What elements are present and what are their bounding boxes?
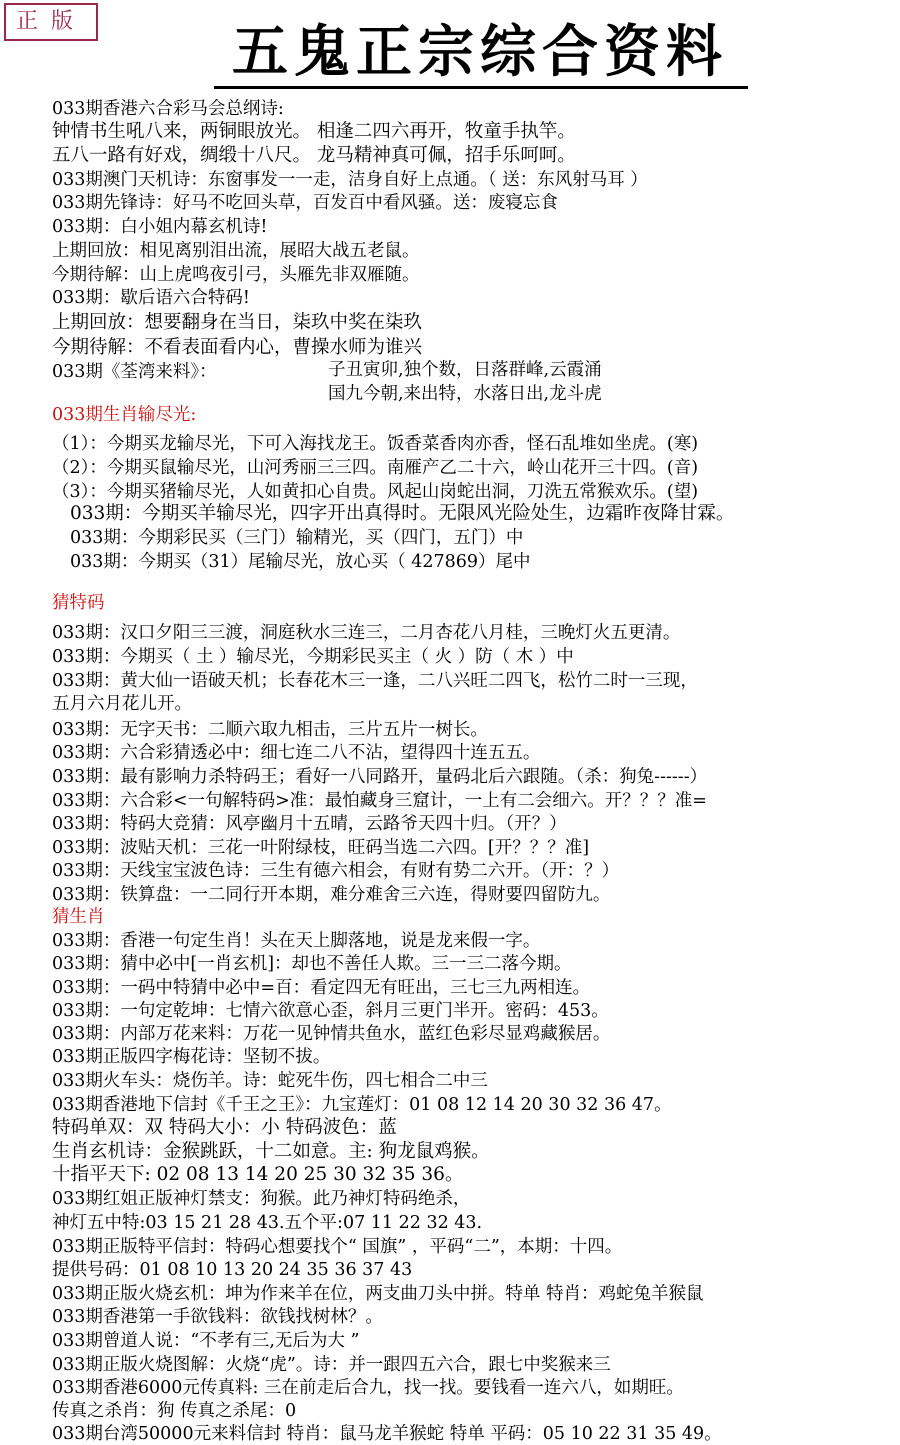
text-line: 033期：六合彩猜透必中：细七连二八不沾，望得四十连五五。	[52, 743, 541, 763]
text-line: 五八一路有好戏，绸缎十八尺。 龙马精神真可佩，招手乐呵呵。	[52, 145, 576, 166]
title-underline	[214, 86, 748, 89]
text-line: 033期：特码大竞猜：风亭幽月十五晴，云路爷天四十归。（开？）	[52, 814, 567, 834]
section-heading: 猜生肖	[52, 907, 105, 927]
text-line: 033期：波贴天机：三花一叶附绿枝，旺码当选二六四。[开？？？准]	[52, 838, 590, 858]
text-line: 033期先锋诗：好马不吃回头草，百发百中看风骚。送：废寝忘食	[52, 193, 558, 213]
text-line: （1）：今期买龙输尽光，下可入海找龙王。饭香菜香肉亦香，怪石乱堆如坐虎。(寒)	[52, 434, 699, 454]
text-line: 033期正版特平信封：特码心想要找个“ 国旗” ，平码“二”，本期：十四。	[52, 1237, 623, 1257]
text-line: 033期：黄大仙一语破天机；长春花木三一逢，二八兴旺二四飞，松竹二时一三现，	[52, 671, 698, 691]
text-line: 国九今朝,来出特，水落日出,龙斗虎	[328, 384, 602, 404]
text-line: 生肖玄机诗：金猴跳跃，十二如意。主: 狗龙鼠鸡猴。	[52, 1141, 490, 1162]
text-line: 今期待解：不看表面看内心，曹操水师为谁兴	[52, 337, 423, 358]
text-line: 033期：猜中必中[一肖玄机]：却也不善任人欺。三一三二落今期。	[52, 954, 572, 974]
text-line: 033期澳门天机诗：东窗事发一一走，洁身自好上点通。（ 送：东风射马耳 ）	[52, 170, 648, 190]
text-line: 033期《荃湾来料》：	[52, 362, 217, 382]
text-line: 033期香港6000元传真料: 三在前走后合九，找一找。要钱看一连六八，如期旺。	[52, 1378, 684, 1398]
section-heading: 033期生肖输尽光:	[52, 405, 197, 425]
text-line: 033期：歇后语六合特码!	[52, 288, 250, 308]
text-line: 钟情书生吼八来，两铜眼放光。 相逢二四六再开，牧童手执竿。	[52, 121, 576, 142]
text-line: 033期香港第一手欲钱料：欲钱找树林？。	[52, 1307, 383, 1327]
text-line: 特码单双：双 特码大小：小 特码波色：蓝	[52, 1117, 397, 1138]
section-heading: 猜特码	[52, 593, 105, 613]
text-line: 十指平天下: 02 08 13 14 20 25 30 32 35 36。	[52, 1164, 464, 1185]
text-line: 上期回放：相见离别泪出流，展昭大战五老鼠。	[52, 241, 420, 261]
text-line: 033期：香港一句定生肖！头在天上脚落地，说是龙来假一字。	[52, 931, 541, 951]
text-line: 033期红姐正版神灯禁支：狗猴。此乃神灯特码绝杀，	[52, 1189, 471, 1209]
text-line: 033期：六合彩<一句解特码>准：最怕藏身三窟计，一上有二会细六。开？？？准=	[52, 791, 707, 811]
text-line: 033期：无字天书：二顺六取九相击，三片五片一树长。	[52, 720, 488, 740]
text-line: 033期曾道人说：“不孝有三,无后为大 ”	[52, 1331, 360, 1351]
page-title: 五鬼正宗综合资料	[232, 19, 728, 85]
text-line: 神灯五中特:03 15 21 28 43.五个平:07 11 22 32 43.	[52, 1213, 483, 1233]
text-line: 033期：白小姐内幕玄机诗!	[52, 217, 268, 237]
text-line: 子丑寅卯,独个数，日落群峰,云霞涌	[328, 360, 602, 380]
text-line: 上期回放：想要翻身在当日，柒玖中奖在柒玖	[52, 312, 423, 333]
text-line: 五月六月花儿开。	[52, 694, 192, 714]
text-line: 033期正版火烧玄机：坤为作来羊在位，两支曲刀头中拼。特单 特肖：鸡蛇兔羊猴鼠	[52, 1284, 704, 1304]
text-line: 033期：铁算盘：一二同行开本期，难分难舍三六连，得财要四留防九。	[52, 885, 611, 905]
text-line: 今期待解：山上虎鸣夜引弓，头雁先非双雁随。	[52, 265, 420, 285]
text-line: 033期正版四字梅花诗：坚韧不拔。	[52, 1047, 331, 1067]
text-line: 033期：今期买羊输尽光，四字开出真得时。无限风光险处生，边霜昨夜降甘霖。	[70, 503, 735, 524]
text-line: 033期台湾50000元来料信封 特肖：鼠马龙羊猴蛇 特单 平码：05 10 22 31 35 49。	[52, 1424, 722, 1444]
text-line: 033期火车头：烧伤羊。诗：蛇死牛伤，四七相合二中三	[52, 1071, 488, 1091]
text-line: （2）：今期买鼠输尽光，山河秀丽三三四。南雁产乙二十六，岭山花开三十四。(音)	[52, 458, 699, 478]
text-line: 033期：汉口夕阳三三渡，洞庭秋水三连三，二月杏花八月桂，三晚灯火五更清。	[52, 623, 681, 643]
text-line: 033期：今期买（ 土 ）输尽光，今期彩民买主（ 火 ）防（ 木 ）中	[52, 647, 574, 667]
text-line: 033期香港六合彩马会总纲诗:	[52, 99, 284, 119]
text-line: 033期：一句定乾坤：七情六欲意心歪，斜月三更门半开。密码：453。	[52, 1001, 609, 1021]
text-line: （3）：今期买猪输尽光，人如黄扣心自贵。风起山岗蛇出洞，刀洗五常猴欢乐。(望)	[52, 482, 699, 502]
text-line: 033期：今期彩民买（三门）输精光，买（四门，五门）中	[70, 528, 524, 548]
text-line: 033期：今期买（31）尾输尽光，放心买（ 427869）尾中	[70, 552, 531, 572]
text-line: 033期：天线宝宝波色诗：三生有德六相会，有财有势二六开。（开：？）	[52, 861, 620, 881]
text-line: 033期香港地下信封《千王之王》：九宝莲灯：01 08 12 14 20 30 32 36 47。	[52, 1095, 672, 1115]
text-line: 033期：最有影响力杀特码王；看好一八同路开，量码北后六跟随。（杀：狗兔------）	[52, 767, 708, 787]
text-line: 033期：一码中特猜中必中=百：看定四无有旺出，三七三九两相连。	[52, 978, 591, 998]
text-line: 033期正版火烧图解：火烧“虎”。诗：并一跟四五六合，跟七中奖猴来三	[52, 1355, 611, 1375]
text-line: 033期：内部万花来料：万花一见钟情共鱼水，蓝红色彩尽显鸡藏猴居。	[52, 1024, 611, 1044]
text-line: 传真之杀肖：狗 传真之杀尾：0	[52, 1401, 297, 1421]
text-line: 提供号码：01 08 10 13 20 24 35 36 37 43	[52, 1260, 413, 1280]
genuine-edition-badge: 正 版	[4, 3, 98, 41]
